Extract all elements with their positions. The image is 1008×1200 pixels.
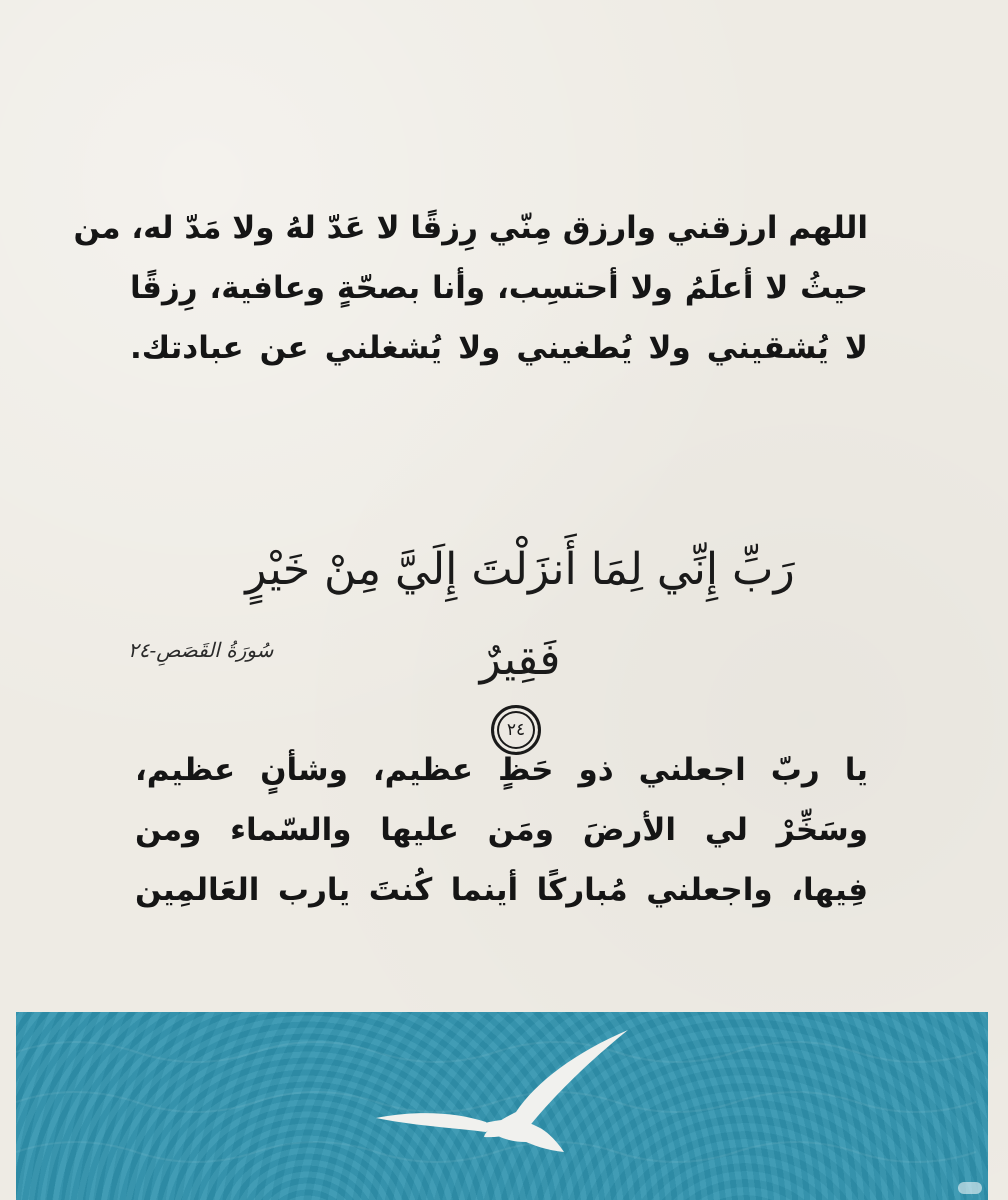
seagull-icon	[376, 1030, 628, 1152]
corner-marker	[958, 1182, 982, 1194]
quran-verse	[210, 525, 830, 740]
ayah-number-marker: ٢٤	[491, 705, 541, 755]
dua-bottom-line: فِيها، واجعلني مُباركًا أينما كُنتَ يارب العَالمِين	[135, 872, 868, 908]
sea-illustration-panel	[16, 1012, 988, 1200]
dua-top-line: حيثُ لا أعلَمُ ولا أحتسِب، وأنا بصحّةٍ وعافية، رِزقًا	[130, 270, 868, 306]
surah-reference: سُورَةُ القَصَصِ-٢٤	[128, 638, 274, 662]
quran-verse-text: رَبِّ إِنِّي لِمَا أَنزَلْتَ إِلَيَّ مِنْ خَيْرٍ فَقِيرٌ	[245, 544, 795, 685]
dua-bottom-line: يا ربّ اجعلني ذو حَظٍ عظيم، وشأنٍ عظيم،	[135, 752, 868, 788]
dua-bottom-paragraph	[135, 740, 868, 920]
dua-top-paragraph	[73, 198, 868, 378]
dua-top-line: لا يُشقيني ولا يُطغيني ولا يُشغلني عن عبادتك.	[130, 330, 868, 366]
sea-waves-illustration	[16, 1012, 988, 1200]
dua-top-line: اللهم ارزقني وارزق مِنّي رِزقًا لا عَدّ لهُ ولا مَدّ له، من	[73, 210, 868, 246]
dua-bottom-line: وسَخِّرْ لي الأرضَ ومَن عليها والسّماء ومن	[135, 812, 868, 848]
